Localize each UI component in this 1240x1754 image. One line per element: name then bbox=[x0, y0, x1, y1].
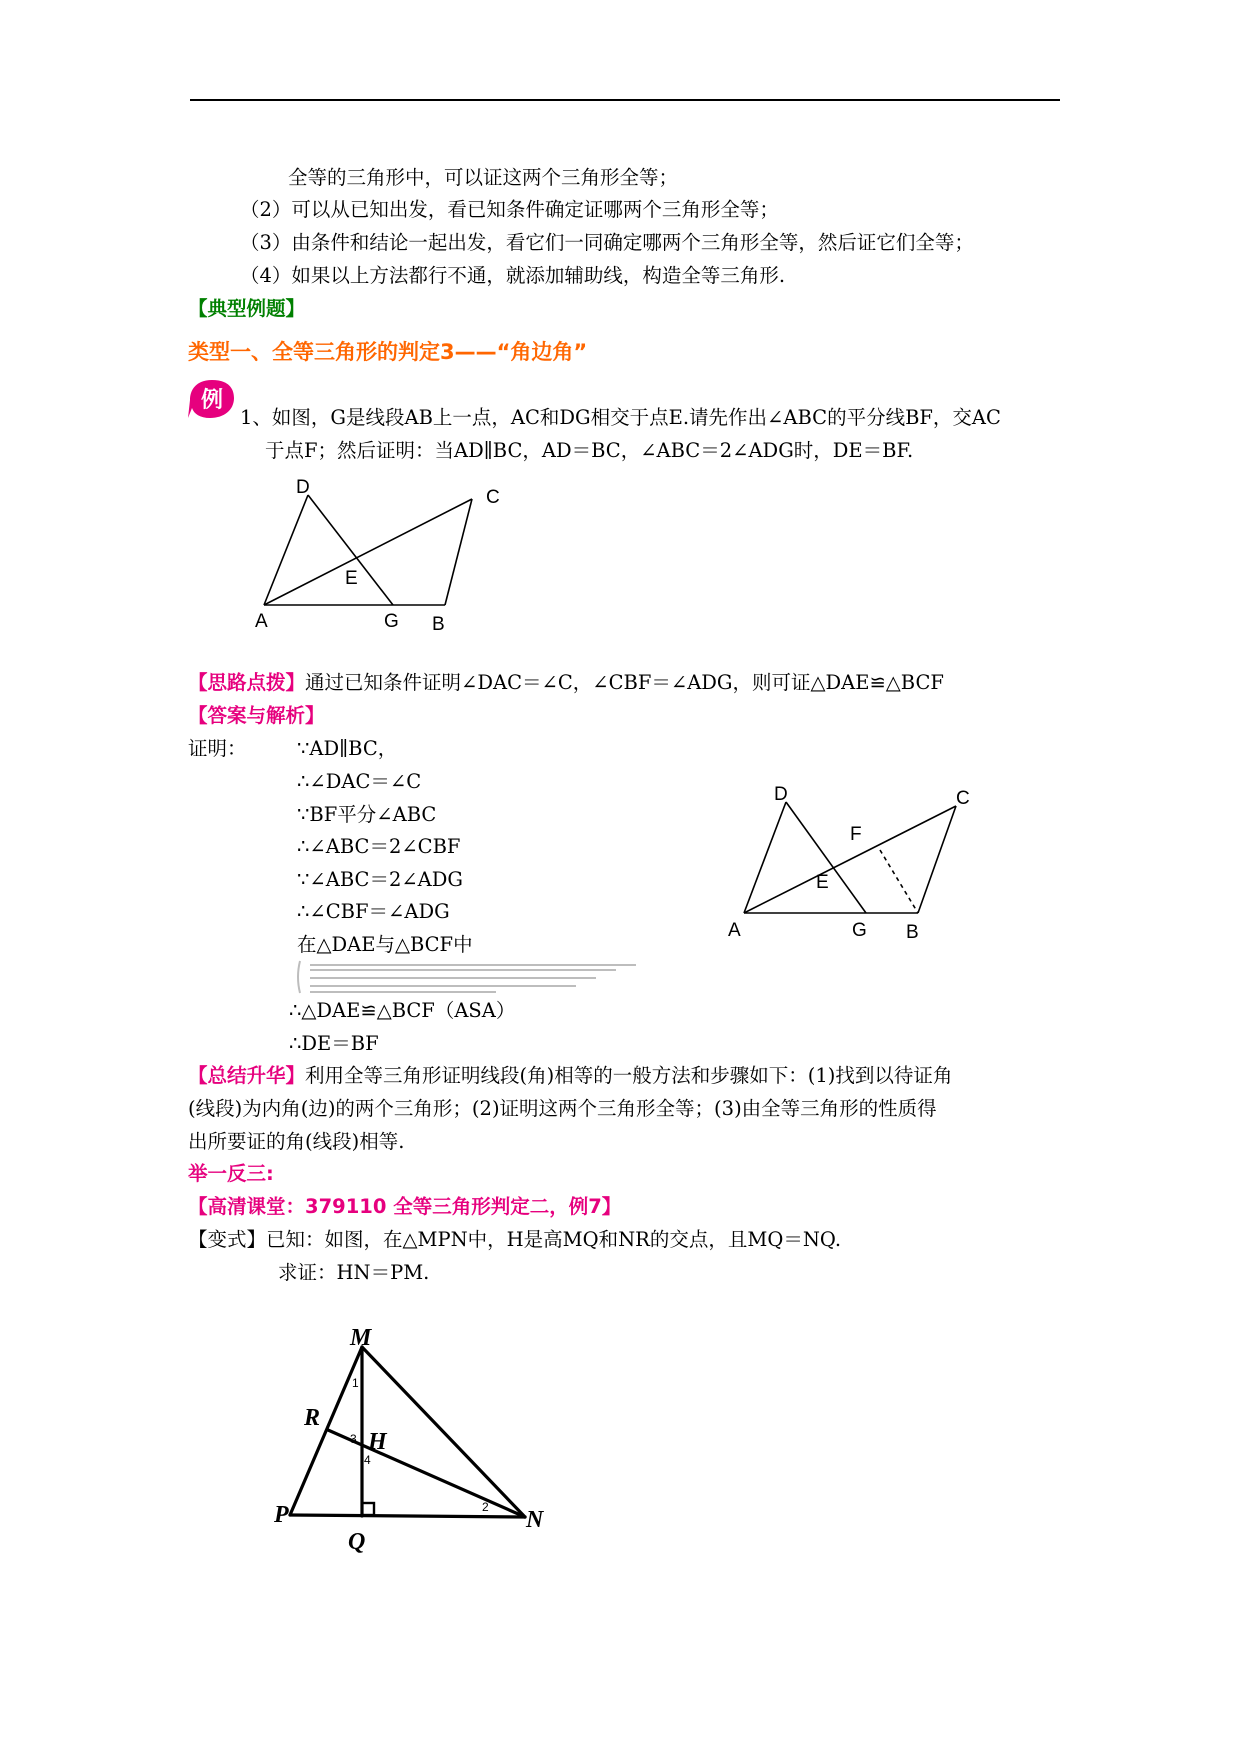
segment-bf-dashed bbox=[880, 850, 918, 913]
segment-pn bbox=[290, 1515, 525, 1517]
variant-line bbox=[188, 1226, 841, 1254]
summary-line-1 bbox=[188, 1062, 952, 1090]
figure-3 bbox=[250, 1325, 560, 1565]
proof-intro: 证明： bbox=[188, 737, 247, 760]
fig2-label-a: A bbox=[728, 920, 741, 941]
header-rule bbox=[190, 99, 1060, 101]
fig3-angle-4: 4 bbox=[364, 1453, 371, 1467]
fig3-label-r: R bbox=[304, 1405, 321, 1431]
fig2-label-b: B bbox=[906, 922, 919, 943]
method-line-3: （3）由条件和结论一起出发，看它们一同确定哪两个三角形全等，然后证它们全等； bbox=[240, 231, 974, 254]
example-badge bbox=[188, 378, 236, 420]
variant-prove: 求证：HN＝PM. bbox=[278, 1261, 430, 1284]
course-heading: 【高清课堂：379110 全等三角形判定二，例7】 bbox=[188, 1195, 622, 1218]
variant-text: 已知：如图，在△MPN中，H是高MQ和NR的交点，且MQ＝NQ. bbox=[266, 1228, 842, 1251]
fig2-label-e: E bbox=[816, 872, 829, 893]
proof-step-4: ∴∠ABC＝2∠CBF bbox=[297, 835, 461, 858]
proof-step-5: ∵∠ABC＝2∠ADG bbox=[297, 868, 463, 891]
hint-text: 通过已知条件证明∠DAC＝∠C，∠CBF＝∠ADG，则可证△DAE≌△BCF bbox=[305, 671, 944, 694]
practice-heading: 举一反三: bbox=[188, 1162, 274, 1185]
variant-label: 【变式】 bbox=[188, 1228, 267, 1251]
segment-ac bbox=[264, 499, 472, 605]
summary-label: 【总结升华】 bbox=[188, 1064, 306, 1087]
fig2-label-g: G bbox=[852, 920, 867, 941]
problem-line-1: 1、如图，G是线段AB上一点，AC和DG相交于点E.请先作出∠ABC的平分线BF，交AC bbox=[240, 406, 1001, 429]
figure-2 bbox=[720, 780, 1000, 945]
blurred-equation-image bbox=[296, 957, 646, 997]
proof-step-7: 在△DAE与△BCF中 bbox=[297, 933, 473, 956]
method-line-4: （4）如果以上方法都行不通，就添加辅助线，构造全等三角形. bbox=[240, 264, 786, 287]
fig1-label-a: A bbox=[255, 611, 268, 632]
summary-line-3: 出所要证的角(线段)相等. bbox=[188, 1130, 405, 1153]
typical-examples-heading: 【典型例题】 bbox=[188, 297, 306, 320]
example-badge-char: 例 bbox=[201, 388, 224, 413]
proof-step-1: ∵AD∥BC， bbox=[297, 737, 398, 760]
summary-text-1: 利用全等三角形证明线段(角)相等的一般方法和步骤如下：(1)找到以待证角 bbox=[305, 1064, 953, 1087]
segment-ad-2 bbox=[744, 802, 786, 913]
proof-conclusion-1: ∴△DAE≌△BCF（ASA） bbox=[289, 999, 516, 1022]
segment-ad bbox=[264, 495, 308, 605]
type-one-title: 类型一、全等三角形的判定3——“角边角” bbox=[188, 340, 588, 364]
segment-mp bbox=[290, 1347, 362, 1515]
fig1-label-c: C bbox=[486, 487, 500, 508]
fig1-label-b: B bbox=[432, 614, 445, 635]
fig3-label-p: P bbox=[274, 1502, 289, 1528]
summary-line-2: (线段)为内角(边)的两个三角形；(2)证明这两个三角形全等；(3)由全等三角形的性质得 bbox=[188, 1097, 937, 1120]
fig3-label-q: Q bbox=[348, 1529, 366, 1555]
fig1-label-d: D bbox=[296, 477, 310, 498]
hint-line bbox=[188, 669, 944, 697]
segment-nr bbox=[328, 1430, 525, 1517]
proof-step-3: ∵BF平分∠ABC bbox=[297, 803, 437, 826]
right-angle-mark bbox=[362, 1503, 374, 1515]
fig2-label-f: F bbox=[850, 824, 862, 845]
fig3-angle-1: 1 bbox=[352, 1376, 359, 1390]
segment-bc bbox=[445, 499, 472, 605]
answer-heading: 【答案与解析】 bbox=[188, 704, 325, 727]
figure-1 bbox=[250, 475, 520, 635]
fig3-angle-3: 3 bbox=[350, 1432, 357, 1446]
problem-line-2: 于点F；然后证明：当AD∥BC，AD＝BC，∠ABC＝2∠ADG时，DE＝BF. bbox=[265, 439, 914, 462]
fig1-label-e: E bbox=[345, 568, 358, 589]
hint-label: 【思路点拨】 bbox=[188, 671, 306, 694]
proof-conclusion-2: ∴DE＝BF bbox=[289, 1032, 379, 1055]
fig3-label-h: H bbox=[368, 1429, 387, 1455]
method-line-1: 全等的三角形中，可以证这两个三角形全等； bbox=[288, 166, 679, 189]
proof-step-6: ∴∠CBF＝∠ADG bbox=[297, 900, 450, 923]
fig3-angle-2: 2 bbox=[482, 1500, 489, 1514]
fig2-label-d: D bbox=[774, 784, 788, 805]
fig3-label-n: N bbox=[526, 1507, 544, 1533]
fig1-label-g: G bbox=[384, 611, 399, 632]
fig3-label-m: M bbox=[350, 1325, 372, 1351]
proof-step-2: ∴∠DAC＝∠C bbox=[297, 770, 422, 793]
fig2-label-c: C bbox=[956, 788, 970, 809]
method-line-2: （2）可以从已知出发，看已知条件确定证哪两个三角形全等； bbox=[240, 198, 779, 221]
